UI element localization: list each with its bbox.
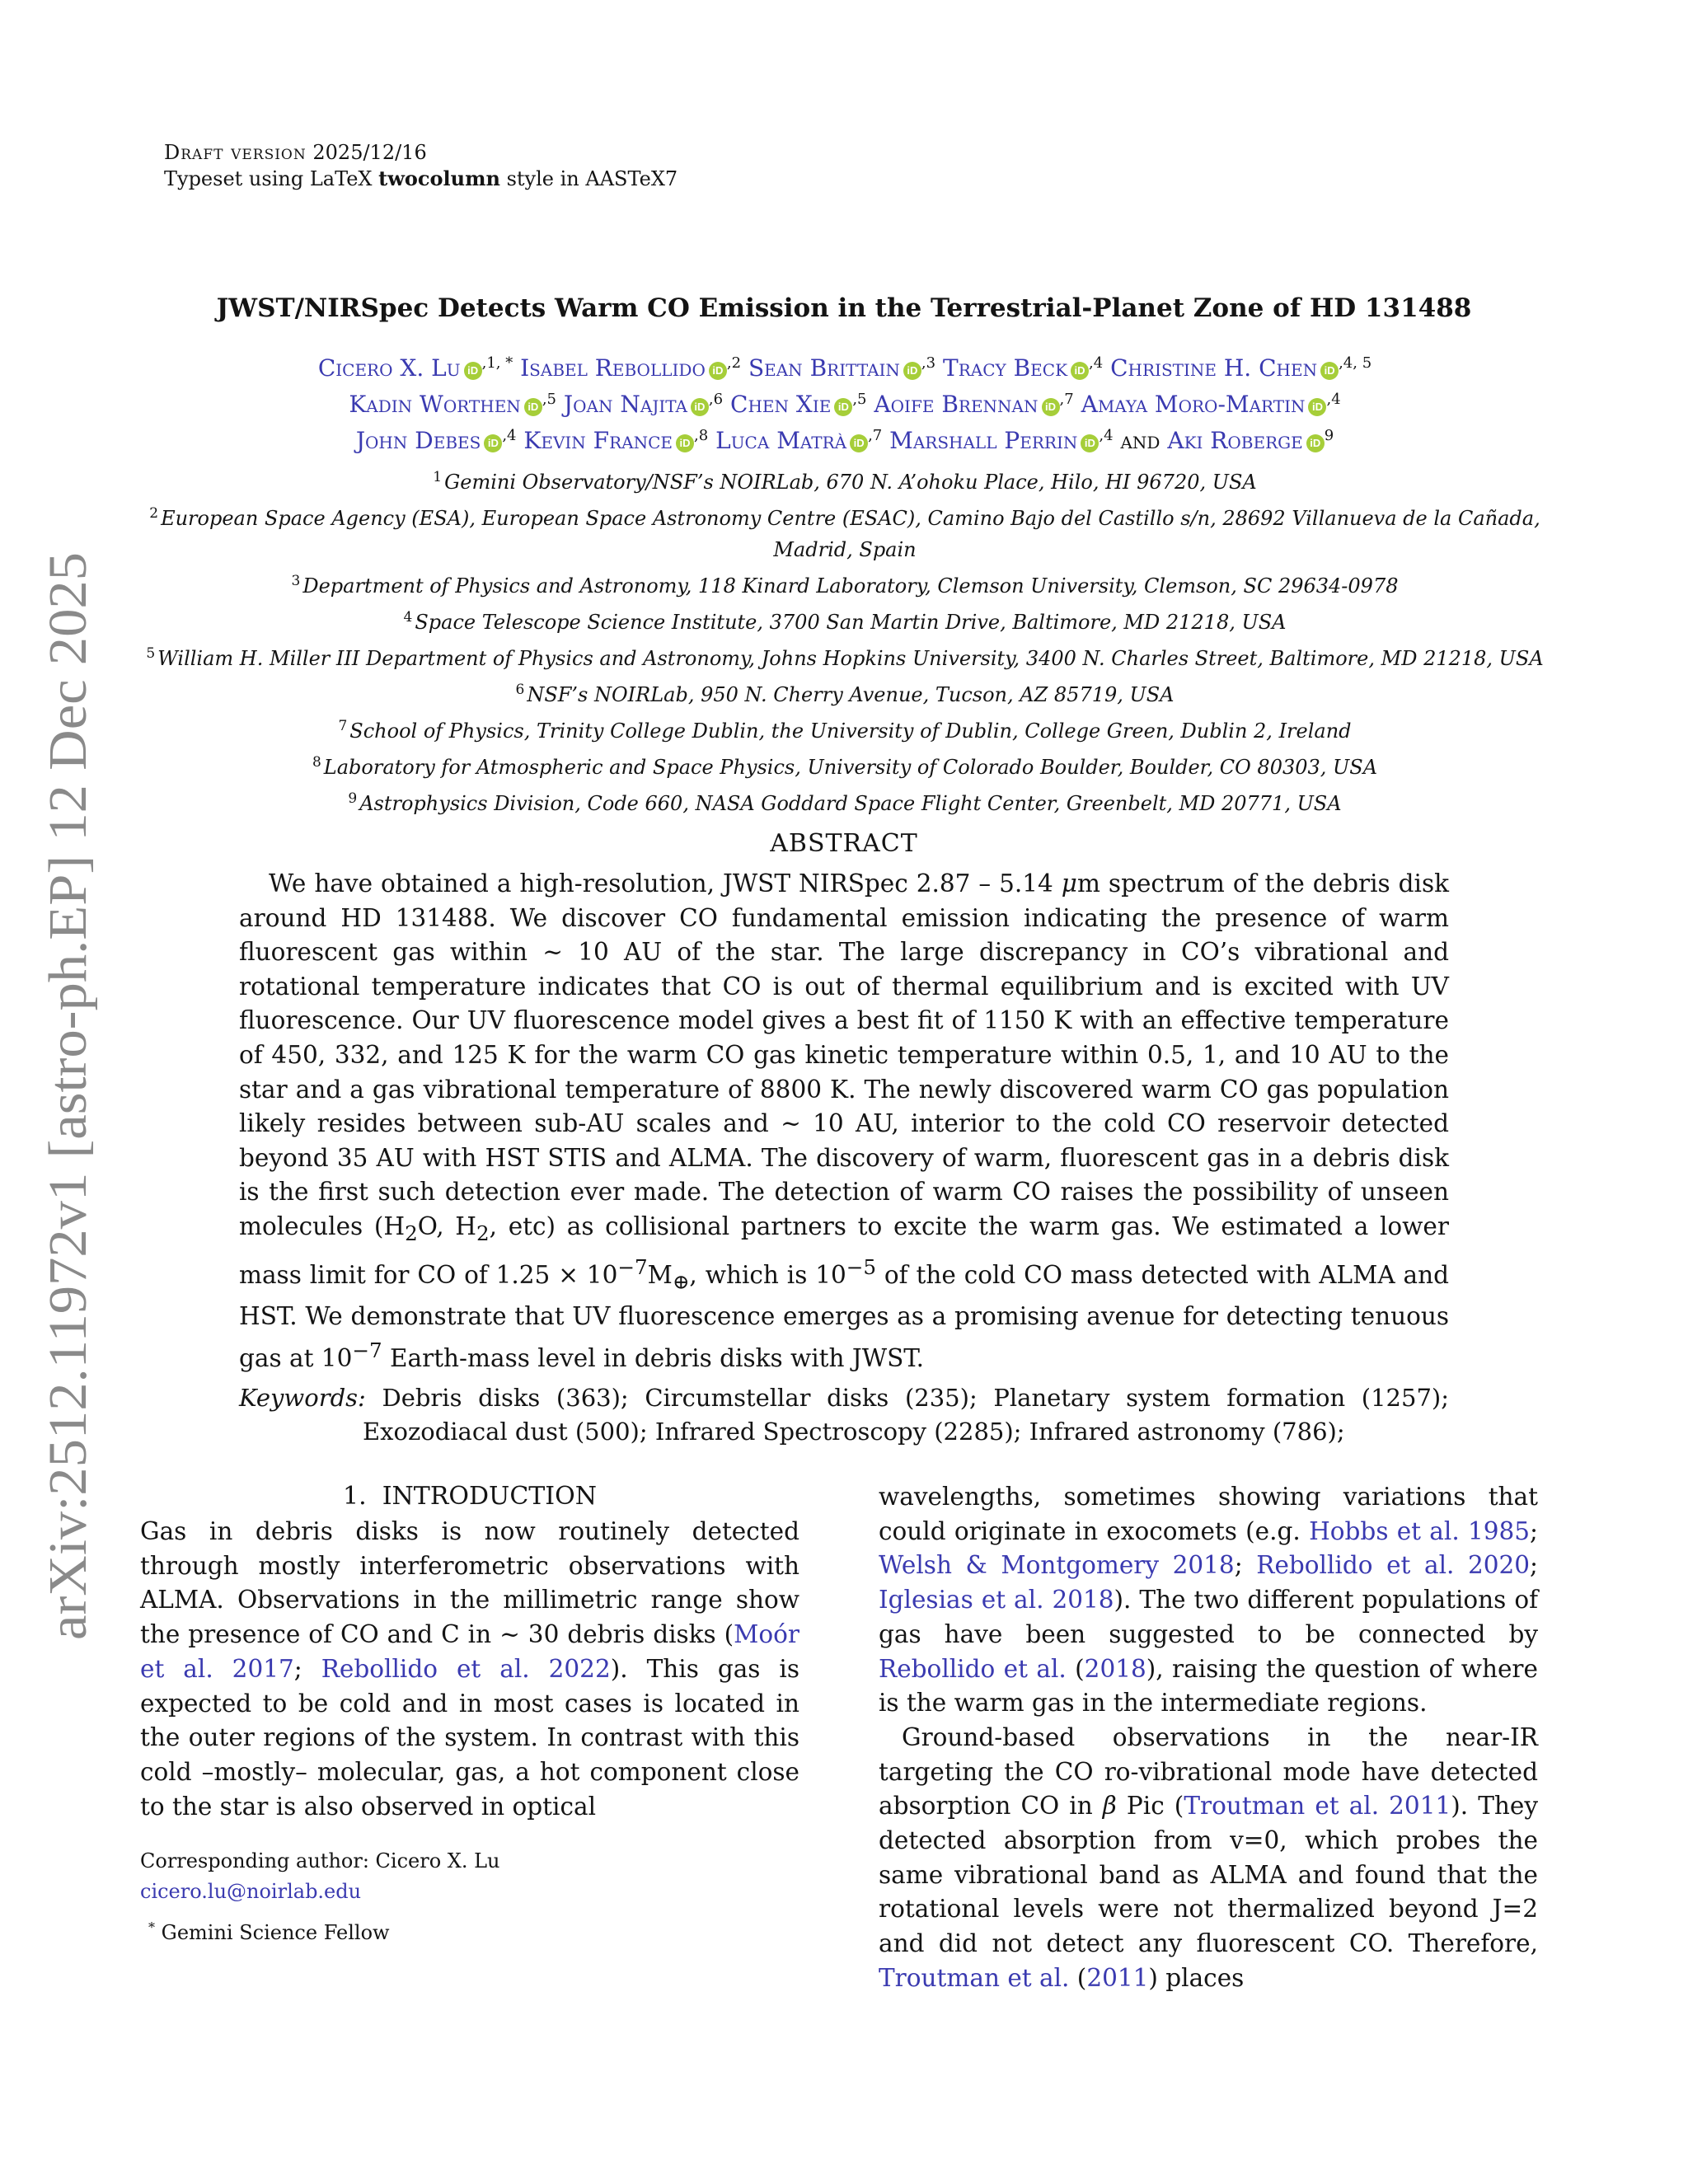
email-link[interactable]: cicero.lu@noirlab.edu [140,1880,362,1903]
citation-link[interactable]: Troutman et al. 2011 [1184,1792,1451,1821]
author-name[interactable]: Joan Najita [563,391,687,418]
draft-date: 2025/12/16 [312,141,427,164]
affiliation: $^4$ Space Telescope Science Institute, 3700 San Martin Drive, Baltimore, MD 21218, USA [403,609,1287,634]
intro-right-column [879,1480,1538,1996]
footnotes [140,1846,799,1948]
orcid-icon[interactable]: iD [903,362,921,380]
orcid-icon[interactable]: iD [464,362,482,380]
paper-title: JWST/NIRSpec Detects Warm CO Emission in the Terrestrial-Planet Zone of HD 131488 [216,293,1472,323]
corresponding-author: Corresponding author: Cicero X. Lu [140,1849,500,1872]
author-name[interactable]: Kadin Worthen [349,391,521,418]
typeset-pre: Typeset using [164,167,310,190]
citation-link[interactable]: Hobbs et al. 1985 [1309,1516,1531,1545]
orcid-icon[interactable]: iD [1308,398,1326,416]
author-name[interactable]: Luca Matrà [715,427,847,454]
typeset-post: style in AASTeX7 [499,167,678,190]
keywords-label: Keywords: [239,1384,366,1412]
author-name[interactable]: Amaya Moro-Martin [1081,391,1306,418]
orcid-icon[interactable]: iD [1042,398,1060,416]
orcid-icon[interactable]: iD [484,434,502,452]
orcid-icon[interactable]: iD [1320,362,1339,380]
citation-link[interactable]: Iglesias et al. 2018 [879,1586,1114,1615]
keywords [239,1381,1449,1449]
author-name[interactable]: Chen Xie [730,391,832,418]
orcid-icon[interactable]: iD [1081,434,1099,452]
arxiv-stamp [13,544,104,1648]
affiliation: $^8$ Laboratory for Atmospheric and Space Physics, University of Colorado Boulder, Boulder, CO 80303, USA [312,754,1378,779]
citation-link[interactable]: Troutman et al. [879,1963,1070,1992]
fellow-footnote: * Gemini Science Fellow [148,1919,390,1944]
typeset-style: twocolumn [378,166,500,190]
orcid-icon[interactable]: iD [850,434,868,452]
author-line-2: Kadin Worthen iD $^{,5}$ Joan Najita iD $^{,6}$ Chen Xie iD $^{,5}$ Aoife Brennan iD $^{,7}$ Amaya Moro-Martin iD $^{,4}$ [349,391,1341,418]
author-name[interactable]: Cicero X. Lu [317,354,461,382]
author-name[interactable]: Christine H. Chen [1110,354,1318,382]
citation-link[interactable]: 2018 [1084,1654,1146,1683]
orcid-icon[interactable]: iD [709,362,727,380]
draft-label: Draft version [164,141,307,164]
affiliation: $^9$ Astrophysics Division, Code 660, NASA Goddard Space Flight Center, Greenbelt, MD 20771, USA [348,790,1342,815]
affiliation: $^7$ School of Physics, Trinity College Dublin, the University of Dublin, College Green, Dublin 2, Ireland [338,718,1352,743]
affiliation: $^1$ Gemini Observatory/NSF’s NOIRLab, 670 N. A’ohoku Place, Hilo, HI 96720, USA [433,469,1257,494]
abstract-body: We have obtained a high-resolution, JWST NIRSpec 2.87 – 5.14 μm spectrum of the debris disk around HD 131488. We discover CO fundamental emission indicating the presence of warm fluorescent gas within ∼ 10 AU of the star. The large discrepancy in CO’s vibrational and rotational temperature indicates that CO is out of thermal equilibrium and is excited with UV fluorescence. Our UV fluorescence model gives a best fit of 1150 K with an effective temperature of 450, 332, and 125 K for the warm CO gas kinetic temperature within 0.5, 1, and 10 AU to the star and a gas vibrational temperature of 8800 K. The newly discovered warm CO gas population likely resides between sub-AU scales and ∼ 10 AU, interior to the cold CO reservoir detected beyond 35 AU with HST STIS and ALMA. The discovery of warm, fluorescent gas in a debris disk is the first such detection ever made. The detection of warm CO raises the possibility of unseen molecules ($H_2O$, $H_2$, etc) as collisional partners to excite the warm gas. We estimated a lower mass limit for CO of $1.25 \times 10^{-7}M_\oplus$, which is $10^{-5}$ of the cold CO mass detected with ALMA and HST. We demonstrate that UV fluorescence emerges as a promising avenue for detecting tenuous gas at $10^{-7}$ Earth-mass level in debris disks with JWST. [239,869,1450,1373]
and-word: and [1120,427,1160,454]
author-name[interactable]: Sean Brittain [748,354,900,382]
citation-link[interactable]: Moór et al. 2017 [140,1620,799,1683]
orcid-icon[interactable]: iD [1071,362,1089,380]
citation-link[interactable]: Rebollido et al. 2022 [321,1654,611,1683]
abstract-heading: ABSTRACT [770,829,918,858]
latex-logo: LaTeX [309,167,373,190]
orcid-icon[interactable]: iD [691,398,709,416]
arxiv-stamp-text: arXiv:2512.11972v1 [astro-ph.EP] 12 Dec 2025 [38,593,98,1640]
orcid-icon[interactable]: iD [524,398,542,416]
author-name[interactable]: Aki Roberge [1167,427,1303,454]
affiliations [140,462,1550,819]
author-line-3: John Debes iD $^{,4}$ Kevin France iD $^{,8}$ Luca Matrà iD $^{,7}$ Marshall Perrin iD $^{,4}$ and Aki Roberge iD $^9$ [355,427,1334,454]
intro-paragraph: Ground-based observations in the near-IR targeting the CO ro-vibrational mode have detected absorption CO in β Pic (Troutman et al. 2011). They detected absorption from v=0, which probes the same vibrational band as ALMA and found that the rotational levels were not thermalized beyond J=2 and did not detect any fluorescent CO. Therefore, Troutman et al. (2011) places [879,1722,1538,1992]
citation-link[interactable]: Rebollido et al. 2020 [1256,1551,1531,1580]
section-heading: 1. INTRODUCTION [343,1482,597,1511]
affiliation: $^6$ NSF’s NOIRLab, 950 N. Cherry Avenue, Tucson, AZ 85719, USA [515,682,1175,706]
author-name[interactable]: Tracy Beck [943,354,1068,382]
typeset-line [164,166,678,191]
keywords-text: Debris disks (363); Circumstellar disks (235); Planetary system formation (1257); Exozodiacal dust (500); Infrared Spectroscopy (2285); Infrared astronomy (786); [363,1384,1449,1446]
author-line-1: Cicero X. Lu iD $^{,1, *}$ Isabel Rebollido iD $^{,2}$ Sean Brittain iD $^{,3}$ Tracy Beck iD $^{,4}$ Christine H. Chen iD $^{,4, 5}$ [317,354,1372,382]
intro-left-column: Gas in debris disks is now routinely detected through mostly interferometric observations with ALMA. Observations in the millimetric range show the presence of CO and C in ∼ 30 debris disks (Moór et al. 2017; Rebollido et al. 2022). This gas is expected to be cold and in most cases is located in the outer regions of the system. In contrast with this cold –mostly– molecular, gas, a hot component close to the star is also observed in optical [140,1517,799,1821]
author-name[interactable]: Isabel Rebollido [520,354,706,382]
orcid-icon[interactable]: iD [676,434,694,452]
author-name[interactable]: Aoife Brennan [874,391,1039,418]
orcid-icon[interactable]: iD [834,398,852,416]
affiliation: $^3$ Department of Physics and Astronomy, 118 Kinard Laboratory, Clemson University, Clemson, SC 29634-0978 [291,573,1399,598]
author-name[interactable]: Marshall Perrin [889,427,1078,454]
affiliation: $^2$ European Space Agency (ESA), European Space Astronomy Centre (ESAC), Camino Bajo del Castillo s/n, 28692 Villanueva de la Cañada, Madrid, Spain [149,505,1540,561]
affiliation: $^5$ William H. Miller III Department of Physics and Astronomy, Johns Hopkins University, 3400 N. Charles Street, Baltimore, MD 21218, USA [146,645,1544,670]
author-name[interactable]: John Debes [355,427,481,454]
citation-link[interactable]: Welsh & Montgomery 2018 [879,1551,1235,1580]
citation-link[interactable]: 2011 [1086,1963,1149,1992]
author-name[interactable]: Kevin France [523,427,673,454]
intro-paragraph: wavelengths, sometimes showing variations that could originate in exocomets (e.g. Hobbs et al. 1985; Welsh & Montgomery 2018; Rebollido et al. 2020; Iglesias et al. 2018). The two different populations of gas have been suggested to be connected by Rebollido et al. (2018), raising the question of where is the warm gas in the intermediate regions. [879,1483,1538,1718]
orcid-icon[interactable]: iD [1306,434,1325,452]
citation-link[interactable]: Rebollido et al. [879,1654,1067,1683]
author-list [148,348,1541,457]
draft-version [164,140,427,165]
